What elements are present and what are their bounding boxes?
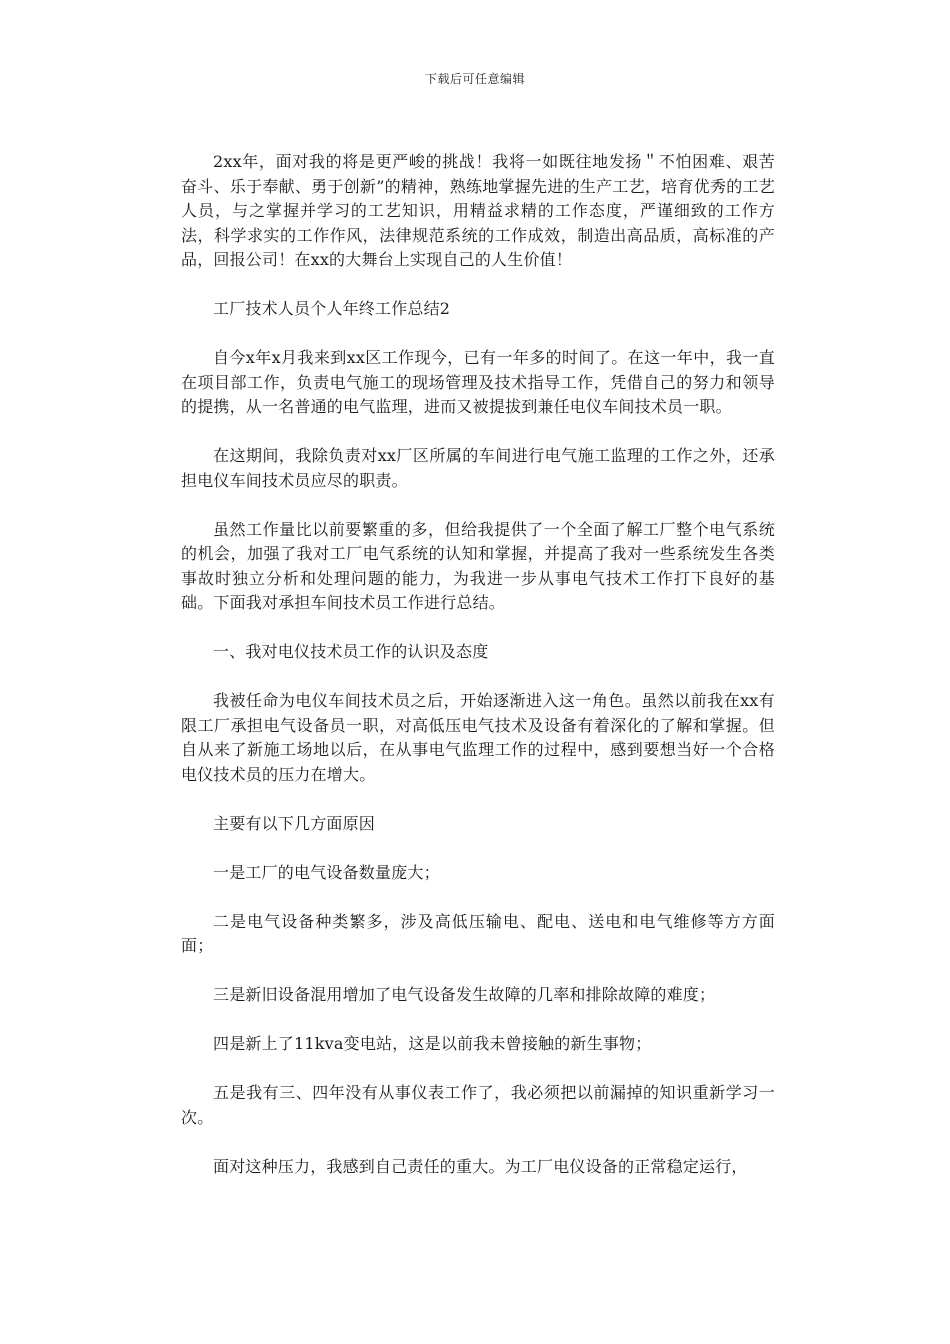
list-item: 二是电气设备种类繁多，涉及高低压输电、配电、送电和电气维修等方方面面； [181,911,775,955]
paragraph: 自今x年x月我来到xx区工作现今，已有一年多的时间了。在这一年中，我一直在项目部工作，负责电气施工的现场管理及技术指导工作，凭借自己的努力和领导的提携，从一名普通的电气监理，进而又被提拔到兼任电仪车间技术员一职。 [181,348,775,416]
section-heading: 一、我对电仪技术员工作的认识及态度 [213,642,489,661]
paragraph: 主要有以下几方面原因 [213,813,376,833]
paragraph: 我被任命为电仪车间技术员之后，开始逐渐进入这一角色。虽然以前我在xx有限工厂承担电气设备员一职，对高低压电气技术及设备有着深化的了解和掌握。但自从来了新施工场地以后，在从事电气监理工作的过程中，感到要想当好一个合格电仪技术员的压力在增大。 [181,691,775,784]
paragraph: 2xx年，面对我的将是更严峻的挑战！我将一如既往地发扬＂不怕困难、艰苦奋斗、乐于奉献、勇于创新”的精神，熟练地掌握先进的生产工艺，培育优秀的工艺人员，与之掌握并学习的工艺知识，用精益求精的工作态度，严谨细致的工作方法，科学求实的工作作风，法律规范系统的工作成效，制造出高品质，高标准的产品，回报公司！在xx的大舞台上实现自己的人生价值！ [181,152,775,269]
paragraph: 面对这种压力，我感到自己责任的重大。为工厂电仪设备的正常稳定运行， [213,1156,748,1176]
header-note: 下载后可任意编辑 [424,72,525,86]
list-item: 五是我有三、四年没有从事仪表工作了，我必须把以前漏掉的知识重新学习一次。 [181,1083,775,1127]
paragraph: 虽然工作量比以前要繁重的多，但给我提供了一个全面了解工厂整个电气系统的机会，加强了我对工厂电气系统的认知和掌握，并提高了我对一些系统发生各类事故时独立分析和处理问题的能力，为我进一步从事电气技术工作打下良好的基础。下面我对承担车间技术员工作进行总结。 [181,519,775,612]
list-item: 三是新旧设备混用增加了电气设备发生故障的几率和排除故障的难度； [213,985,716,1004]
list-item: 一是工厂的电气设备数量庞大； [213,862,440,882]
paragraph: 在这期间，我除负责对xx厂区所属的车间进行电气施工监理的工作之外，还承担电仪车间技术员应尽的职责。 [181,446,775,490]
document-body [181,150,775,1204]
section-title: 工厂技术人员个人年终工作总结2 [213,299,451,318]
list-item: 四是新上了11kva变电站，这是以前我未曾接触的新生事物； [213,1034,652,1053]
